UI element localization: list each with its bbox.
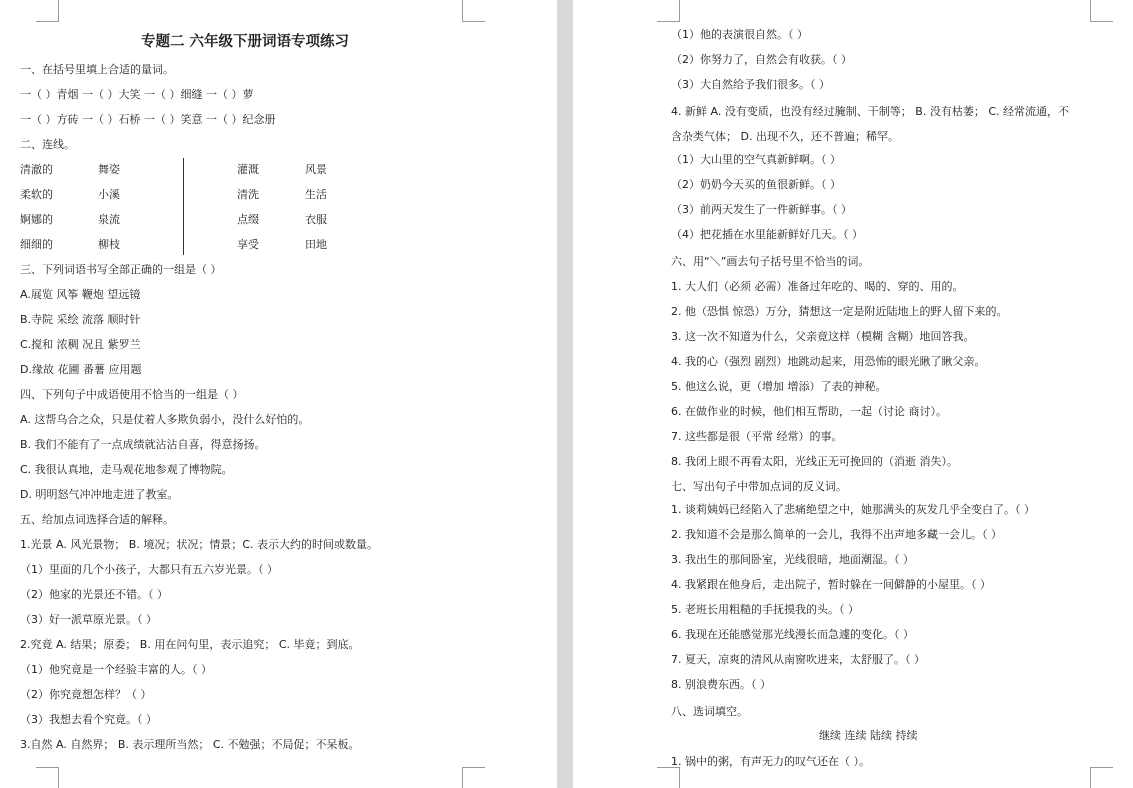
text-line: A.展览 风筝 鞭炮 望远镜 — [20, 288, 141, 301]
text-line: 六、用“＼”画去句子括号里不恰当的词。 — [671, 255, 870, 268]
text-line: （1）他的表演很自然。（ ） — [671, 28, 808, 41]
text-line: B.寺院 采绘 流落 顺时针 — [20, 313, 141, 326]
text-line: 1.光景 A. 风光景物； B. 境况；状况；情景；C. 表示大约的时间或数量。 — [20, 538, 379, 551]
text-line: 6. 我现在还能感觉那光线漫长而急遽的变化。（ ） — [671, 628, 914, 641]
text-line: （3）好一派草原光景。（ ） — [20, 613, 157, 626]
text-line: 含杂类气体； D. 出现不久，还不普遍；稀罕。 — [671, 130, 899, 143]
text-line: 一（ ）方砖 一（ ）石桥 一（ ）笑意 一（ ）纪念册 — [20, 113, 276, 126]
crop-mark — [1090, 0, 1113, 22]
text-line: D. 明明怒气冲冲地走进了教室。 — [20, 488, 179, 501]
matching-word: 灌溉 — [237, 163, 259, 176]
matching-word: 婀娜的 — [20, 213, 53, 226]
text-line: 2.究竟 A. 结果；原委； B. 用在问句里，表示追究； C. 毕竟；到底。 — [20, 638, 360, 651]
text-line: 五、给加点词选择合适的解释。 — [20, 513, 174, 526]
text-line: 4. 我紧跟在他身后，走出院子，暂时躲在一间僻静的小屋里。（ ） — [671, 578, 991, 591]
text-line: 4. 我的心（强烈 剧烈）地跳动起来，用恐怖的眼光瞅了瞅父亲。 — [671, 355, 986, 368]
crop-mark — [462, 0, 485, 22]
text-line: （3）前两天发生了一件新鲜事。（ ） — [671, 203, 852, 216]
matching-word: 享受 — [237, 238, 259, 251]
matching-word: 衣服 — [305, 213, 327, 226]
text-line: （3）大自然给予我们很多。（ ） — [671, 78, 830, 91]
text-line: （2）他家的光景还不错。（ ） — [20, 588, 168, 601]
text-line: 8. 我闭上眼不再看太阳，光线正无可挽回的（消逝 消失）。 — [671, 455, 958, 468]
text-line: 3.自然 A. 自然界； B. 表示理所当然； C. 不勉强；不局促；不呆板。 — [20, 738, 360, 751]
text-line: 八、选词填空。 — [671, 705, 748, 718]
matching-word: 舞姿 — [98, 163, 120, 176]
crop-mark — [1090, 767, 1113, 788]
matching-word: 清洗 — [237, 188, 259, 201]
matching-word: 柔软的 — [20, 188, 53, 201]
crop-mark — [657, 0, 680, 22]
word-bank: 继续 连续 陆续 持续 — [819, 729, 918, 742]
text-line: 四、下列句子中成语使用不恰当的一组是（ ） — [20, 388, 244, 401]
document-page-right — [573, 0, 1133, 788]
text-line: 七、写出句子中带加点词的反义词。 — [671, 480, 847, 493]
text-line: （3）我想去看个究竟。（ ） — [20, 713, 157, 726]
text-line: 4. 新鲜 A. 没有变质，也没有经过腌制、干制等； B. 没有枯萎； C. 经常流通，不 — [671, 105, 1070, 118]
text-line: 3. 这一次不知道为什么，父亲竟这样（模糊 含糊）地回答我。 — [671, 330, 975, 343]
matching-word: 清澈的 — [20, 163, 53, 176]
text-line: 6. 在做作业的时候，他们相互帮助，一起（讨论 商讨）。 — [671, 405, 947, 418]
text-line: （4）把花插在水里能新鲜好几天。（ ） — [671, 228, 863, 241]
crop-mark — [657, 767, 680, 788]
matching-word: 生活 — [305, 188, 327, 201]
text-line: 7. 夏天，凉爽的清风从南窗吹进来，太舒服了。（ ） — [671, 653, 925, 666]
text-line: A. 这帮乌合之众，只是仗着人多欺负弱小，没什么好怕的。 — [20, 413, 310, 426]
matching-word: 细细的 — [20, 238, 53, 251]
page-gutter — [557, 0, 573, 788]
text-line: 5. 他这么说，更（增加 增添）了表的神秘。 — [671, 380, 887, 393]
text-line: 1. 谈莉姨妈已经陷入了悲痛绝望之中，她那满头的灰发几乎全变白了。（ ） — [671, 503, 1035, 516]
text-line: 7. 这些都是很（平常 经常）的事。 — [671, 430, 843, 443]
text-line: 1. 锅中的粥，有声无力的叹气还在（ ）。 — [671, 755, 870, 768]
matching-word: 风景 — [305, 163, 327, 176]
text-line: （1）他究竟是一个经验丰富的人。（ ） — [20, 663, 212, 676]
matching-word: 点缀 — [237, 213, 259, 226]
text-line: 2. 他（恐惧 惊恐）万分，猜想这一定是附近陆地上的野人留下来的。 — [671, 305, 1008, 318]
text-line: 一、在括号里填上合适的量词。 — [20, 63, 174, 76]
text-line: C.搅和 浓稠 况且 紫罗兰 — [20, 338, 141, 351]
text-line: （2）你努力了，自然会有收获。（ ） — [671, 53, 852, 66]
matching-word: 柳枝 — [98, 238, 120, 251]
crop-mark — [36, 0, 59, 22]
text-line: 二、连线。 — [20, 138, 75, 151]
text-line: 5. 老班长用粗糙的手抚摸我的头。（ ） — [671, 603, 859, 616]
crop-mark — [36, 767, 59, 788]
text-line: 1. 大人们（必须 必需）准备过年吃的、喝的、穿的、用的。 — [671, 280, 964, 293]
page-title: 专题二 六年级下册词语专项练习 — [140, 33, 350, 50]
matching-word: 小溪 — [98, 188, 120, 201]
matching-word: 泉流 — [98, 213, 120, 226]
text-line: 3. 我出生的那间卧室，光线很暗，地面潮湿。（ ） — [671, 553, 914, 566]
text-line: （1）大山里的空气真新鲜啊。（ ） — [671, 153, 841, 166]
document-page-left — [0, 0, 557, 788]
text-line: （2）你究竟想怎样？（ ） — [20, 688, 152, 701]
matching-word: 田地 — [305, 238, 327, 251]
text-line: 2. 我知道不会是那么简单的一会儿，我得不出声地多藏一会儿。（ ） — [671, 528, 1002, 541]
text-line: （2）奶奶今天买的鱼很新鲜。（ ） — [671, 178, 841, 191]
text-line: 8. 别浪费东西。（ ） — [671, 678, 771, 691]
text-line: D.缘故 花圃 番薯 应用题 — [20, 363, 142, 376]
text-line: B. 我们不能有了一点成绩就沾沾自喜，得意扬扬。 — [20, 438, 266, 451]
crop-mark — [462, 767, 485, 788]
text-line: C. 我很认真地，走马观花地参观了博物院。 — [20, 463, 233, 476]
text-line: （1）里面的几个小孩子，大都只有五六岁光景。（ ） — [20, 563, 278, 576]
text-line: 一（ ）青烟 一（ ）大笑 一（ ）细缝 一（ ）萝 — [20, 88, 254, 101]
matching-divider — [183, 158, 184, 255]
text-line: 三、下列词语书写全部正确的一组是（ ） — [20, 263, 222, 276]
